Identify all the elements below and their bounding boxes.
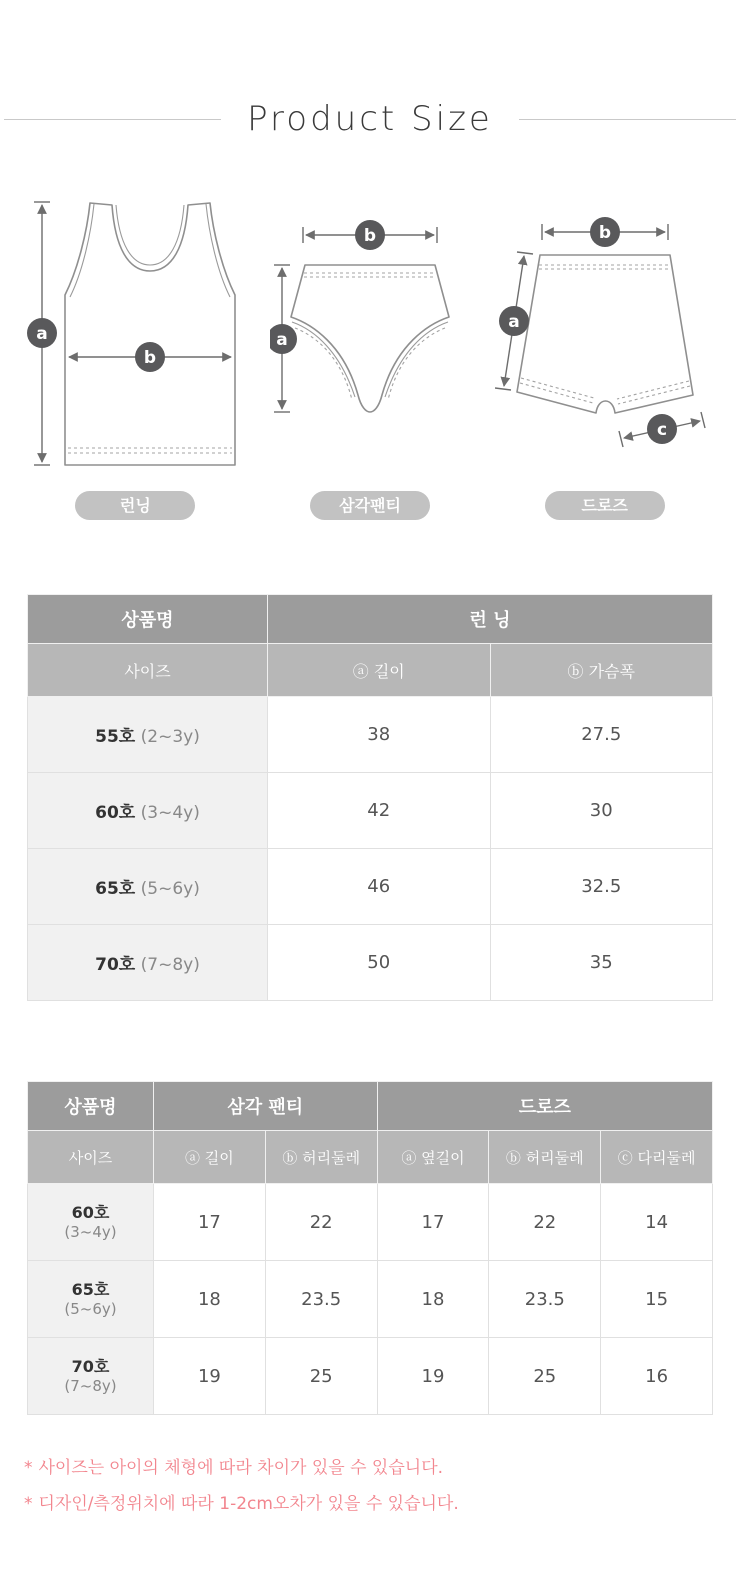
svg-text:b: b <box>363 226 377 246</box>
title-rule-left <box>4 119 221 120</box>
badge-briefs: 삼각팬티 <box>310 491 430 520</box>
size-label: 60호 (3~4y) <box>28 773 268 849</box>
cell-value: 19 <box>154 1338 266 1415</box>
t2-col-waist1: ⓑ 허리둘레 <box>265 1131 377 1184</box>
size-label: 65호 (5~6y) <box>28 849 268 925</box>
cell-value: 17 <box>377 1184 489 1261</box>
title-section <box>0 99 740 139</box>
cell-value: 22 <box>265 1184 377 1261</box>
cell-value: 25 <box>489 1338 601 1415</box>
svg-text:a: a <box>36 324 49 344</box>
badge-drawers: 드로즈 <box>545 491 665 520</box>
t1-col-chest: ⓑ 가슴폭 <box>490 644 713 697</box>
t2-col-leg: ⓒ 다리둘레 <box>601 1131 713 1184</box>
t1-size-header: 사이즈 <box>28 644 268 697</box>
diagram-drawers <box>487 185 722 520</box>
svg-text:a: a <box>507 312 520 332</box>
svg-text:a: a <box>276 330 288 350</box>
svg-text:c: c <box>656 420 667 440</box>
svg-text:b: b <box>598 223 611 243</box>
dimension-b-arrow <box>542 217 668 247</box>
t1-col-length: ⓐ 길이 <box>268 644 491 697</box>
t2-briefs-header: 삼각 팬티 <box>154 1082 378 1131</box>
cell-chest: 27.5 <box>490 697 713 773</box>
page-title: Product Size <box>247 99 493 139</box>
size-label: 55호 (2~3y) <box>28 697 268 773</box>
table-row <box>28 1184 713 1261</box>
table-row <box>28 697 713 773</box>
drawers-illustration <box>495 207 715 477</box>
table-row <box>28 925 713 1001</box>
diagram-section <box>0 185 740 520</box>
note-size-variation: * 사이즈는 아이의 체형에 따라 차이가 있을 수 있습니다. <box>24 1458 444 1478</box>
badge-running: 런닝 <box>75 491 195 520</box>
diagram-running-tank <box>18 185 253 520</box>
running-size-table <box>27 594 713 1001</box>
running-tank-illustration <box>20 187 250 477</box>
cell-value: 18 <box>154 1261 266 1338</box>
dimension-a-arrow <box>270 265 297 412</box>
cell-value: 23.5 <box>265 1261 377 1338</box>
cell-length: 46 <box>268 849 491 925</box>
table-row <box>28 1261 713 1338</box>
t1-item-header: 런 닝 <box>268 595 713 644</box>
cell-length: 42 <box>268 773 491 849</box>
svg-text:b: b <box>144 348 157 368</box>
cell-value: 16 <box>601 1338 713 1415</box>
cell-value: 19 <box>377 1338 489 1415</box>
cell-value: 15 <box>601 1261 713 1338</box>
size-label: 70호 (7~8y) <box>28 925 268 1001</box>
cell-chest: 32.5 <box>490 849 713 925</box>
briefs-illustration <box>270 207 470 477</box>
cell-value: 23.5 <box>489 1261 601 1338</box>
dimension-c-arrow <box>619 412 705 447</box>
asterisk: * <box>24 1494 33 1514</box>
cell-chest: 35 <box>490 925 713 1001</box>
t2-col-waist2: ⓑ 허리둘레 <box>489 1131 601 1184</box>
cell-value: 17 <box>154 1184 266 1261</box>
size-label: 60호 (3~4y) <box>28 1184 154 1261</box>
table-row <box>28 1338 713 1415</box>
t2-col-side-length: ⓐ 옆길이 <box>377 1131 489 1184</box>
dimension-b-arrow <box>303 220 437 250</box>
t2-size-header: 사이즈 <box>28 1131 154 1184</box>
note-measure-tolerance: * 디자인/측정위치에 따라 1-2cm오차가 있을 수 있습니다. <box>24 1494 459 1514</box>
cell-value: 18 <box>377 1261 489 1338</box>
t1-product-name-header: 상품명 <box>28 595 268 644</box>
table-row <box>28 849 713 925</box>
title-rule-right <box>519 119 736 120</box>
asterisk: * <box>24 1458 33 1478</box>
cell-chest: 30 <box>490 773 713 849</box>
t2-product-name-header: 상품명 <box>28 1082 154 1131</box>
cell-value: 14 <box>601 1184 713 1261</box>
size-notes <box>24 1453 740 1514</box>
cell-value: 22 <box>489 1184 601 1261</box>
t2-col-length: ⓐ 길이 <box>154 1131 266 1184</box>
size-label: 70호 (7~8y) <box>28 1338 154 1415</box>
briefs-drawers-size-table <box>27 1081 713 1415</box>
dimension-a-arrow <box>27 202 57 465</box>
diagram-briefs <box>253 185 488 520</box>
t2-drawers-header: 드로즈 <box>377 1082 712 1131</box>
size-label: 65호 (5~6y) <box>28 1261 154 1338</box>
cell-value: 25 <box>265 1338 377 1415</box>
table-row <box>28 773 713 849</box>
cell-length: 38 <box>268 697 491 773</box>
cell-length: 50 <box>268 925 491 1001</box>
